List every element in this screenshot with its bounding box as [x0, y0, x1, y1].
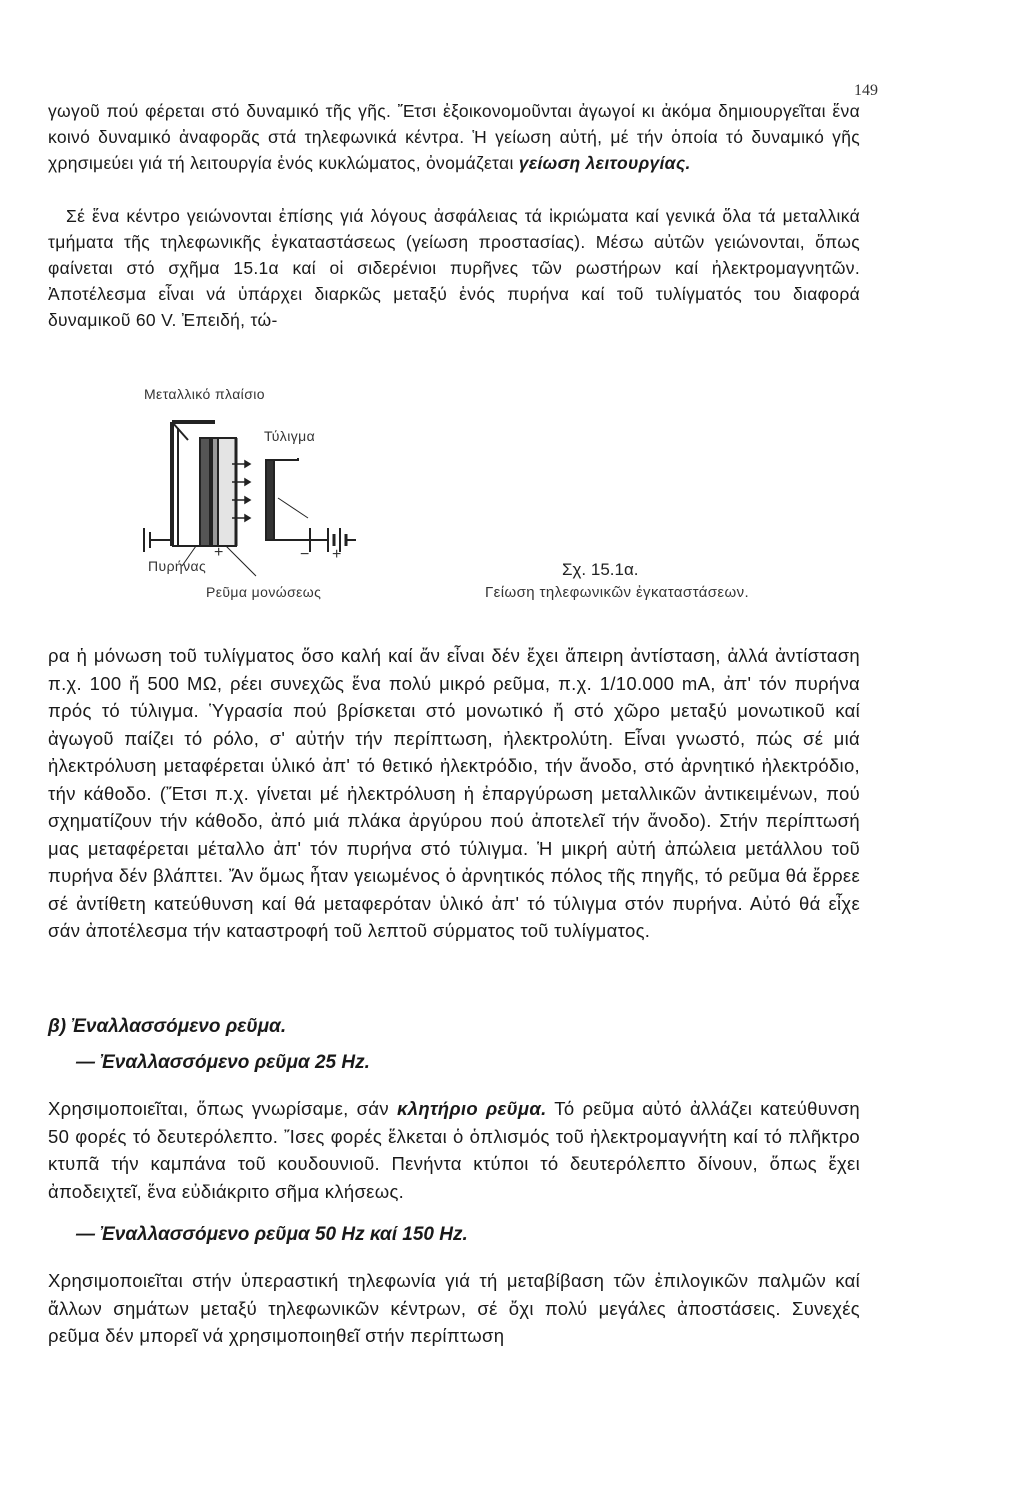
label-insulation-current: Ρεῦμα μονώσεως — [206, 584, 322, 600]
paragraph-ringing-current — [48, 1095, 860, 1205]
paragraph-text: Χρησιμοποιεῖται στήν ὑπεραστική τηλεφωνία γιά τή μεταβίβαση τῶν ἐπιλογικῶν παλμῶν καί ἄλλων σημάτων μεταξύ τηλεφωνικῶν κέντρων, σέ ὄχι πολύ μεγάλες ἀποστάσεις. Συνεχές ρεῦμα δέν μπορεῖ νά χρησιμοποιηθεῖ στήν περίπτωση — [48, 1270, 860, 1346]
subheading-ac-25hz: — Ἐναλλασσόμενο ρεῦμα 25 Hz. — [76, 1052, 370, 1073]
term-ringing-current: κλητήριο ρεῦμα. — [396, 1098, 547, 1119]
paragraph-grounding-function — [48, 98, 860, 176]
label-winding: Τύλιγμα — [264, 428, 316, 444]
subheading-ac-50-150hz: — Ἐναλλασσόμενο ρεῦμα 50 Hz καί 150 Hz. — [76, 1224, 468, 1245]
paragraph-electrolysis — [48, 642, 860, 945]
grounding-diagram — [130, 378, 560, 613]
figure-caption-number: Σχ. 15.1α. — [562, 560, 639, 579]
section-heading-ac: β) Ἐναλλασσόμενο ρεῦμα. — [48, 1016, 287, 1037]
figure-15-1a — [130, 378, 770, 613]
term-functional-grounding: γείωση λειτουργίας. — [518, 153, 691, 173]
winding — [218, 438, 236, 546]
label-core: Πυρήνας — [148, 558, 207, 574]
ground-symbol — [144, 528, 172, 552]
paragraph-text: Χρησιμοποιεῖται, ὅπως γνωρίσαμε, σάν — [48, 1098, 397, 1119]
page-number: 149 — [854, 82, 878, 99]
figure-caption-text: Γείωση τηλεφωνικῶν ἐγκαταστάσεων. — [485, 584, 750, 601]
paragraph-text: γωγοῦ πού φέρεται στό δυναμικό τῆς γῆς. Ἔτσι ἐξοικονομοῦνται ἀγωγοί κι ἀκόμα δημιουργεῖται ἕνα κοινό δυναμικό ἀναφορᾶς στά τηλεφωνικά κέντρα. Ἡ γείωση αὐτή, μέ τήν ὁποία τό δυναμικό γῆς χρησιμεύει γιά τή λειτουργία ἑνός κυκλώματος, ὀνομάζεται — [48, 101, 860, 173]
sign-minus: − — [300, 546, 310, 563]
label-metal-frame: Μεταλλικό πλαίσιο — [144, 386, 265, 402]
paragraph-intercity — [48, 1267, 860, 1350]
core — [200, 438, 210, 546]
paragraph-text: Σέ ἕνα κέντρο γειώνονται ἐπίσης γιά λόγους ἀσφάλειας τά ἰκριώματα καί γενικά ὅλα τά μεταλλικά τμήματα τῆς τηλεφωνικῆς ἐγκαταστάσεως (γείωση προστασίας). Μέσω αὐτῶν γειώνονται, ὅπως φαίνεται στό σχῆμα 15.1α καί οἱ σιδερένιοι πυρῆνες τῶν ρωστήρων καί ἠλεκτρομαγνητῶν. Ἀποτέλεσμα εἶναι νά ὑπάρχει διαρκῶς μεταξύ ἑνός πυρήνα καί τοῦ τυλίγματός του διαφορά δυναμικοῦ 60 V. Ἐπειδή, τώ- — [48, 206, 860, 330]
paragraph-protective-grounding — [48, 203, 860, 333]
paragraph-text: ρα ἡ μόνωση τοῦ τυλίγματος ὅσο καλή καί ἄν εἶναι δέν ἔχει ἄπειρη ἀντίσταση, ἀλλά ἀντίσταση π.χ. 100 ἤ 500 ΜΩ, ρέει συνεχῶς ἕνα πολύ μικρό ρεῦμα, π.χ. 1/10.000 mA, ἀπ' τόν πυρήνα πρός τό τύλιγμα. Ὑγρασία πού βρίσκεται στό μονωτικό ἤ στό χῶρο μεταξύ μονωτικοῦ καί ἀγωγοῦ παίζει τό ρόλο, σ' αὐτήν τήν περίπτωση, ἠλεκτρολύτη. Εἶναι γνωστό, πώς σέ μιά ἠλεκτρόλυση μεταφέρεται ὑλικό ἀπ' τό θετικό ἠλεκτρόδιο, τήν ἄνοδο, στό ἀρνητικό ἠλεκτρόδιο, τήν κάθοδο. (Ἔτσι π.χ. γίνεται μέ ἠλεκτρόλυση ἡ ἐπαργύρωση μεταλλικῶν ἀντικειμένων, πού σχηματίζουν τήν κάθοδο, ἀπό μιά πλάκα ἀργύρου πού ἀποτελεῖ τήν ἄνοδο). Στήν περίπτωσή μας μεταφέρεται μέταλλο ἀπ' τόν πυρήνα στό τύλιγμα. Ἡ μικρή αὐτή ἀπώλεια μετάλλου τοῦ πυρήνα δέν βλάπτει. Ἄν ὅμως ἦταν γειωμένος ὁ ἀρνητικός πόλος τῆς πηγῆς, τό ρεῦμα θά ἔρρεε σέ ἀντίθετη κατεύθυνση καί θά μεταφερόταν ὑλικό ἀπ' τό τύλιγμα στόν πυρήνα. Αὐτό θά εἶχε σάν ἀποτέλεσμα τήν καταστροφή τοῦ λεπτοῦ σύρματος τοῦ τυλίγματος. — [48, 645, 860, 941]
paragraph-text: Τό ρεῦμα αὐτό ἀλλάζει κατεύθυνση 50 φορές τό δευτερόλεπτο. Ἴσες φορές ἕλκεται ὁ ὁπλισμός τοῦ ἠλεκτρομαγνήτη καί τό πλῆκτρο κτυπᾶ τήν καμπάνα τοῦ κουδουνιοῦ. Πενήντα κτύποι τό δευτερόλεπτο δίνουν, ὅπως ἔχει ἀποδειχτεῖ, ἕνα εὐδιάκριτο σῆμα κλήσεως. — [48, 1098, 860, 1202]
sign-plus-right: + — [332, 546, 342, 563]
sign-plus-left: + — [214, 544, 224, 561]
